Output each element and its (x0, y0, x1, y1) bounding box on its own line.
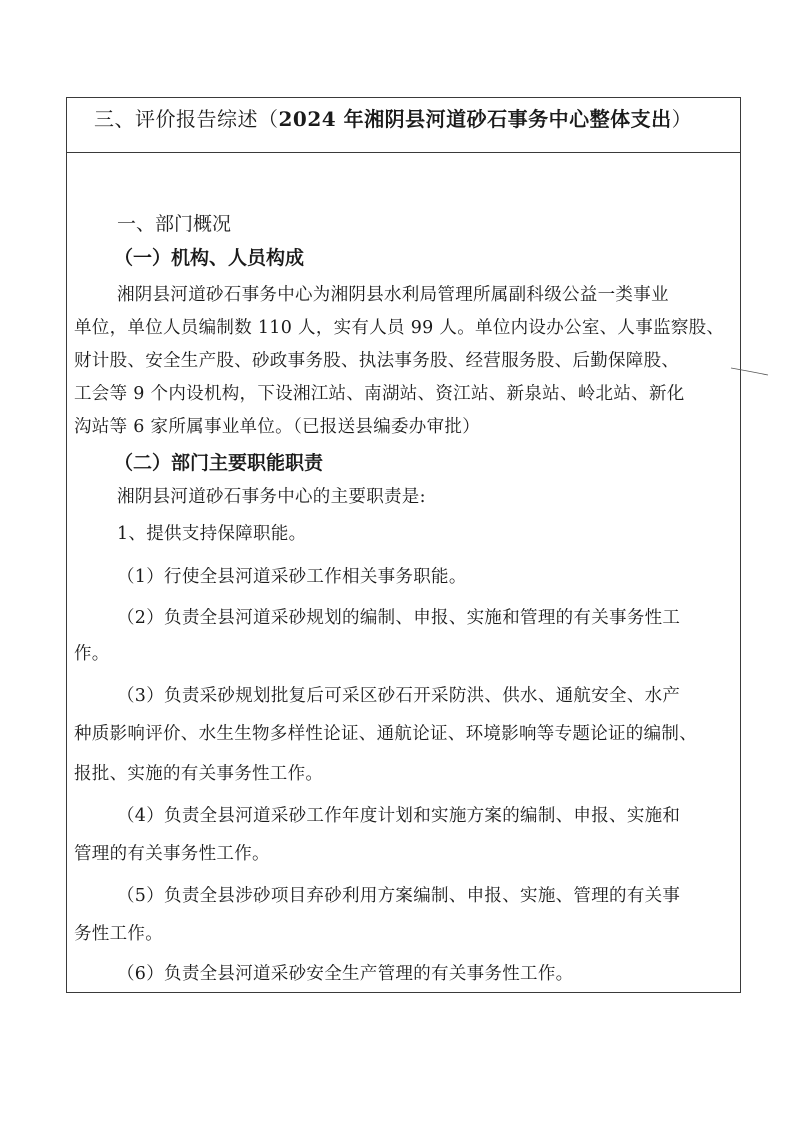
org-line: 工会等 9 个内设机构，下设湘江站、南湖站、资江站、新泉站、岭北站、新化 (74, 384, 685, 404)
heading-suffix: ） (671, 107, 693, 131)
overview-title: 一、部门概况 (117, 213, 232, 235)
duty-line: 报批、实施的有关事务性工作。 (74, 764, 324, 784)
header-divider (66, 152, 741, 153)
duty-title: （二）部门主要职能职责 (114, 452, 324, 474)
duty-line: （6）负责全县河道采砂安全生产管理的有关事务性工作。 (117, 964, 574, 984)
duty-line: （1）行使全县河道采砂工作相关事务职能。 (117, 567, 467, 587)
duty-intro: 湘阴县河道砂石事务中心的主要职责是: (117, 487, 426, 507)
duty-line: 作。 (74, 644, 110, 664)
heading-title: 2024 年湘阴县河道砂石事务中心整体支出 (278, 107, 672, 131)
duty-line: （2）负责全县河道采砂规划的编制、申报、实施和管理的有关事务性工 (117, 608, 681, 628)
pen-stroke-mark (730, 365, 770, 377)
duty-item-1: 1、提供支持保障职能。 (117, 524, 307, 544)
duty-line: 务性工作。 (74, 924, 163, 944)
duty-line: （4）负责全县河道采砂工作年度计划和实施方案的编制、申报、实施和 (117, 806, 681, 826)
org-line: 单位，单位人员编制数 110 人，实有人员 99 人。单位内设办公室、人事监察股、 (74, 318, 725, 338)
duty-line: （5）负责全县涉砂项目弃砂利用方案编制、申报、实施、管理的有关事 (117, 886, 681, 906)
report-heading (94, 103, 692, 132)
org-title: （一）机构、人员构成 (114, 247, 305, 269)
org-line: 沟站等 6 家所属事业单位。（已报送县编委办审批） (74, 417, 481, 437)
org-line: 财计股、安全生产股、砂政事务股、执法事务股、经营服务股、后勤保障股、 (74, 351, 680, 371)
org-line: 湘阴县河道砂石事务中心为湘阴县水利局管理所属副科级公益一类事业 (117, 285, 669, 305)
duty-line: 管理的有关事务性工作。 (74, 844, 270, 864)
duty-line: （3）负责采砂规划批复后可采区砂石开采防洪、供水、通航安全、水产 (117, 686, 681, 706)
heading-prefix: 三、评价报告综述（ (94, 107, 279, 131)
duty-line: 种质影响评价、水生生物多样性论证、通航论证、环境影响等专题论证的编制、 (74, 724, 697, 744)
